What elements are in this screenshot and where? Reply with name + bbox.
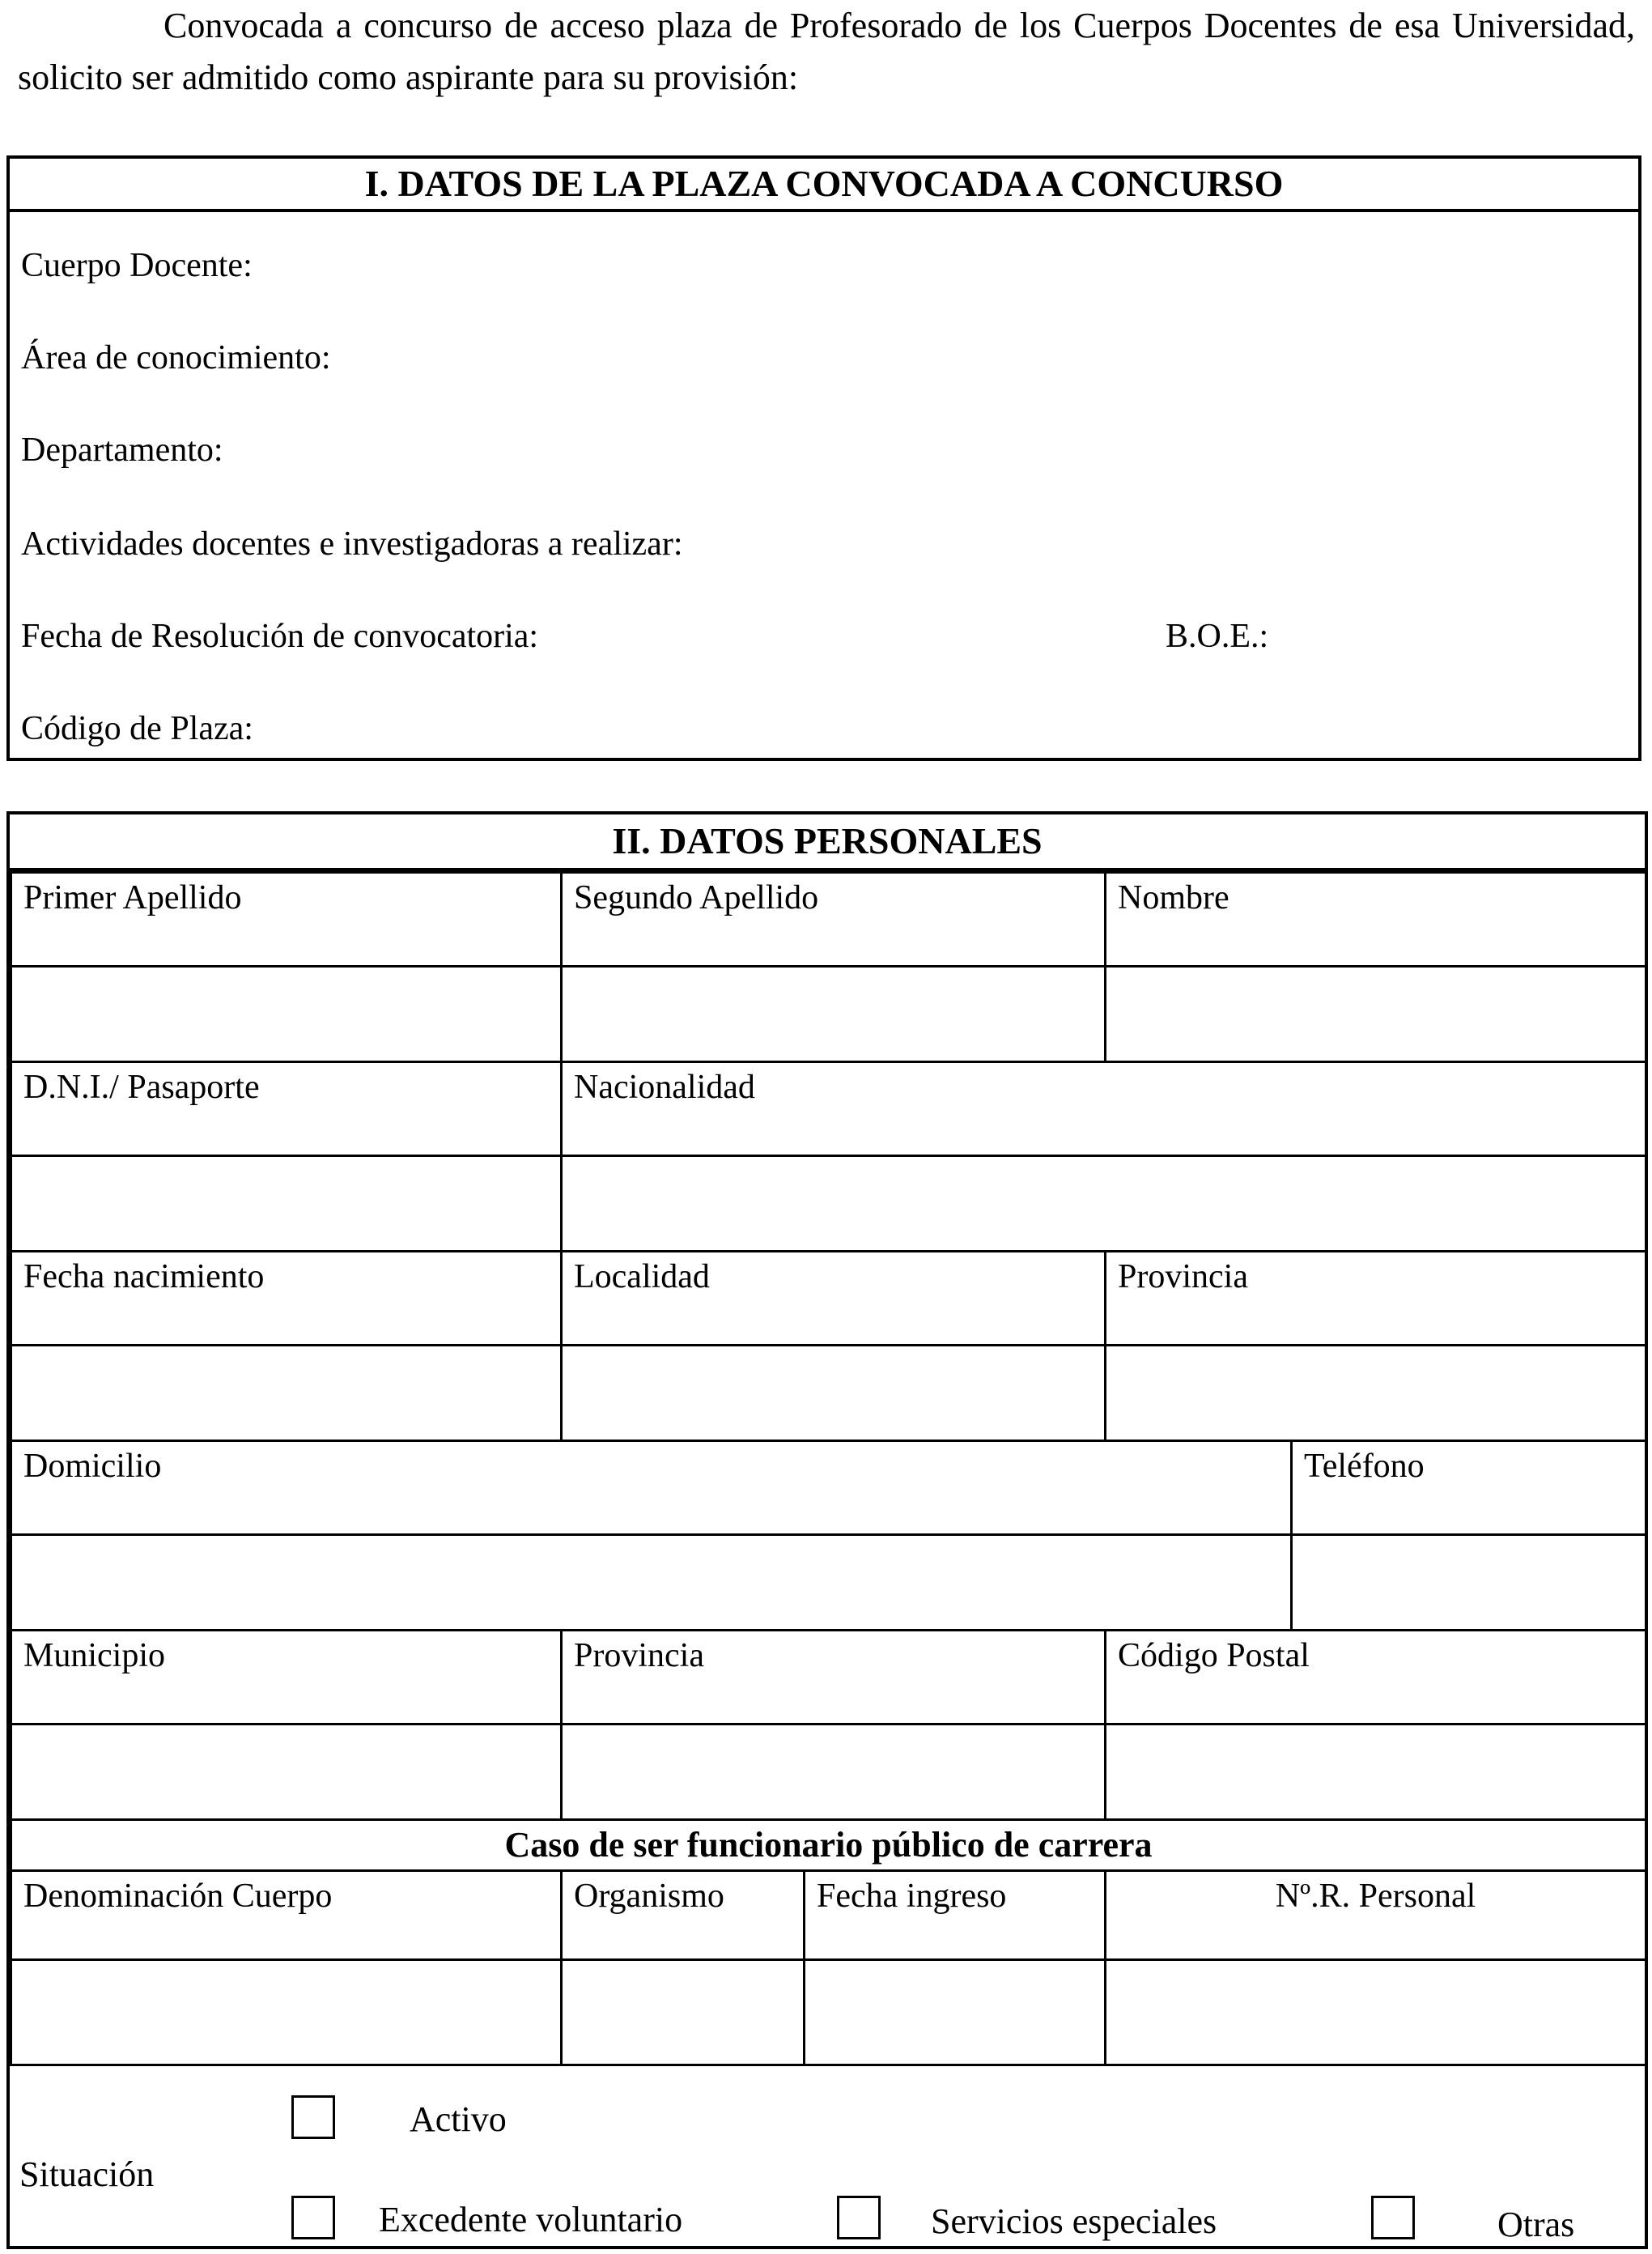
dni-field[interactable]: [11, 1156, 562, 1252]
segundo-apellido-label: Segundo Apellido: [562, 873, 1106, 967]
localidad-field[interactable]: [562, 1346, 1106, 1441]
servicios-checkbox[interactable]: [837, 2196, 881, 2239]
activo-label: Activo: [410, 2099, 507, 2139]
datos-personales-title: II. DATOS PERSONALES: [10, 814, 1645, 871]
fecha-nacimiento-label: Fecha nacimiento: [11, 1252, 562, 1346]
codigo-postal-label: Código Postal: [1106, 1631, 1646, 1725]
denominacion-field[interactable]: [11, 1960, 562, 2065]
situacion-block: [10, 2092, 1645, 2246]
activo-checkbox[interactable]: [291, 2095, 335, 2139]
provincia2-field[interactable]: [562, 1725, 1106, 1820]
organismo-label: Organismo: [562, 1871, 805, 1960]
municipio-field[interactable]: [11, 1725, 562, 1820]
datos-personales-section: [6, 811, 1648, 2249]
nrp-field[interactable]: [1106, 1960, 1646, 2065]
otras-checkbox[interactable]: [1371, 2196, 1415, 2239]
domicilio-label: Domicilio: [11, 1441, 1292, 1535]
municipio-label: Municipio: [11, 1631, 562, 1725]
denominacion-label: Denominación Cuerpo: [11, 1871, 562, 1960]
departamento-label: Departamento:: [21, 432, 223, 469]
datos-personales-grid: [10, 871, 1647, 2066]
funcionario-title: Caso de ser funcionario público de carrera: [11, 1820, 1646, 1871]
telefono-field[interactable]: [1292, 1535, 1646, 1631]
provincia2-label: Provincia: [562, 1631, 1106, 1725]
dni-label: D.N.I./ Pasaporte: [11, 1062, 562, 1156]
intro-paragraph: Convocada a concurso de acceso plaza de Profesorado de los Cuerpos Docentes de esa Universidad, solicito ser admitido como aspirante para su provisión:: [18, 6, 1635, 97]
nrp-label: Nº.R. Personal: [1106, 1871, 1646, 1960]
segundo-apellido-field[interactable]: [562, 967, 1106, 1062]
cuerpo-docente-label: Cuerpo Docente:: [21, 247, 253, 284]
nacionalidad-field[interactable]: [562, 1156, 1646, 1252]
codigo-plaza-label: Código de Plaza:: [21, 710, 253, 747]
fecha-ingreso-label: Fecha ingreso: [805, 1871, 1106, 1960]
boe-label: B.O.E.:: [1166, 618, 1269, 655]
primer-apellido-label: Primer Apellido: [11, 873, 562, 967]
fecha-ingreso-field[interactable]: [805, 1960, 1106, 2065]
excedente-checkbox[interactable]: [291, 2196, 335, 2239]
domicilio-field[interactable]: [11, 1535, 1292, 1631]
nombre-label: Nombre: [1106, 873, 1646, 967]
primer-apellido-field[interactable]: [11, 967, 562, 1062]
servicios-label: Servicios especiales: [931, 2201, 1217, 2241]
fecha-nacimiento-field[interactable]: [11, 1346, 562, 1441]
plaza-section: [6, 155, 1641, 761]
localidad-label: Localidad: [562, 1252, 1106, 1346]
otras-label: Otras: [1497, 2205, 1575, 2244]
organismo-field[interactable]: [562, 1960, 805, 2065]
telefono-label: Teléfono: [1292, 1441, 1646, 1535]
situacion-label: Situación: [19, 2154, 155, 2194]
nacionalidad-label: Nacionalidad: [562, 1062, 1646, 1156]
actividades-label: Actividades docentes e investigadoras a realizar:: [21, 525, 683, 563]
plaza-section-title: I. DATOS DE LA PLAZA CONVOCADA A CONCURSO: [10, 159, 1638, 212]
codigo-postal-field[interactable]: [1106, 1725, 1646, 1820]
nombre-field[interactable]: [1106, 967, 1646, 1062]
area-conocimiento-label: Área de conocimiento:: [21, 339, 331, 376]
provincia-label: Provincia: [1106, 1252, 1646, 1346]
excedente-label: Excedente voluntario: [379, 2200, 683, 2239]
fecha-resolucion-label: Fecha de Resolución de convocatoria:: [21, 618, 539, 655]
provincia-field[interactable]: [1106, 1346, 1646, 1441]
